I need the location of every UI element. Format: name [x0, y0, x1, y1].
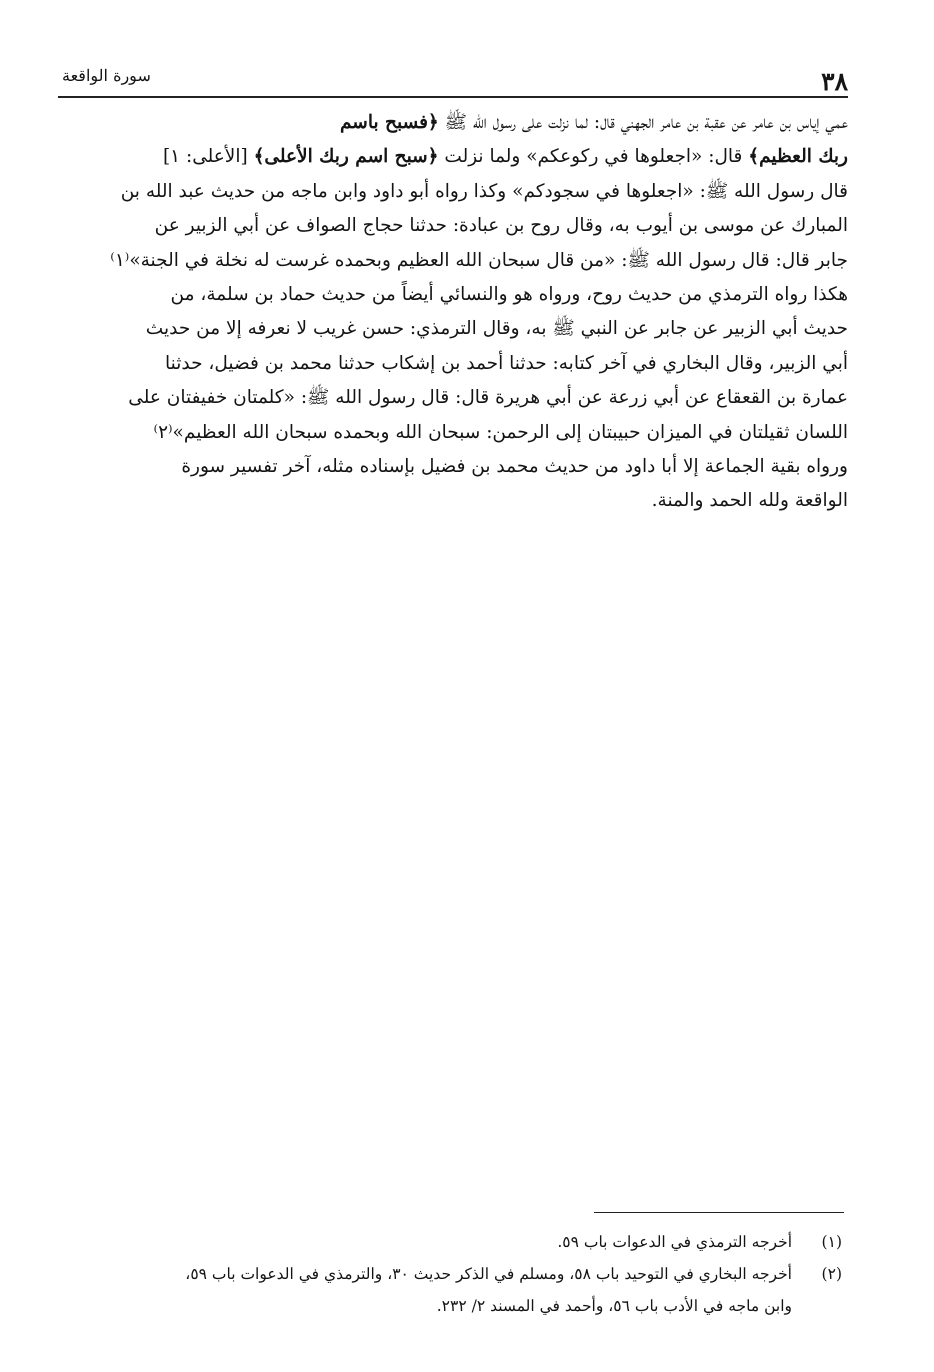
- footnotes: [58, 1226, 848, 1322]
- footnote-text: وابن ماجه في الأدب باب ٥٦، وأحمد في المسند ٢/ ٢٣٢.: [436, 1297, 792, 1315]
- quran-quote: ﴿سبح اسم ربك الأعلى﴾: [253, 146, 439, 168]
- text-run: عمي إياس بن عامر عن عقبة بن عامر الجهني قال: لما نزلت على رسول الله ﷺ: [438, 112, 848, 133]
- body-text: [58, 106, 848, 519]
- page-number: ٣٨: [821, 67, 848, 96]
- verse-reference: [الأعلى: ١]: [162, 146, 254, 168]
- footnote-separator: [594, 1212, 844, 1213]
- footnote-2: [58, 1258, 848, 1322]
- body-line: ورواه بقية الجماعة إلا أبا داود من حديث محمد بن فضيل بإسناده مثله، آخر تفسير سورة: [181, 456, 848, 478]
- body-line: أبي الزبير، وقال البخاري في آخر كتابه: حدثنا أحمد بن إشكاب حدثنا محمد بن فضيل، حدثنا: [164, 352, 848, 374]
- page-header: [58, 58, 848, 98]
- body-line: [58, 140, 848, 174]
- quran-quote: ربك العظيم﴾: [748, 146, 848, 168]
- body-line: اللسان ثقيلتان في الميزان حبيبتان إلى الرحمن: سبحان الله وبحمده سبحان الله العظيم»⁽٢⁾: [153, 421, 848, 443]
- body-line: حديث أبي الزبير عن جابر عن النبي ﷺ به، وقال الترمذي: حسن غريب لا نعرفه إلا من حديث: [145, 318, 848, 340]
- body-line: جابر قال: قال رسول الله ﷺ: «من قال سبحان الله العظيم وبحمده غرست له نخلة في الجنة»⁽١⁾: [110, 249, 848, 271]
- body-line: الواقعة ولله الحمد والمنة.: [651, 490, 848, 512]
- body-line: [58, 106, 848, 140]
- footnote-marker: (٢): [821, 1265, 842, 1283]
- footnote-text: أخرجه الترمذي في الدعوات باب ٥٩.: [557, 1233, 792, 1251]
- body-line: المبارك عن موسى بن أيوب به، وقال روح بن عبادة: حدثنا حجاج الصواف عن أبي الزبير عن: [154, 215, 848, 237]
- text-run: قال: «اجعلوها في ركوعكم» ولما نزلت: [438, 146, 749, 168]
- running-title: سورة الواقعة: [62, 66, 151, 85]
- quran-quote: ﴿فسبح باسم: [340, 112, 439, 133]
- body-line: عمارة بن القعقاع عن أبي زرعة عن أبي هريرة قال: قال رسول الله ﷺ: «كلمتان خفيفتان على: [128, 387, 848, 409]
- footnote-marker: (١): [821, 1233, 842, 1251]
- footnote-text: أخرجه البخاري في التوحيد باب ٥٨، ومسلم في الذكر حديث ٣٠، والترمذي في الدعوات باب ٥٩،: [185, 1265, 792, 1283]
- footnote-1: [58, 1226, 848, 1258]
- body-line: هكذا رواه الترمذي من حديث روح، ورواه هو والنسائي أيضاً من حديث حماد بن سلمة، من: [170, 284, 848, 306]
- body-line: قال رسول الله ﷺ: «اجعلوها في سجودكم» وكذا رواه أبو داود وابن ماجه من حديث عبد الله بن: [120, 180, 848, 202]
